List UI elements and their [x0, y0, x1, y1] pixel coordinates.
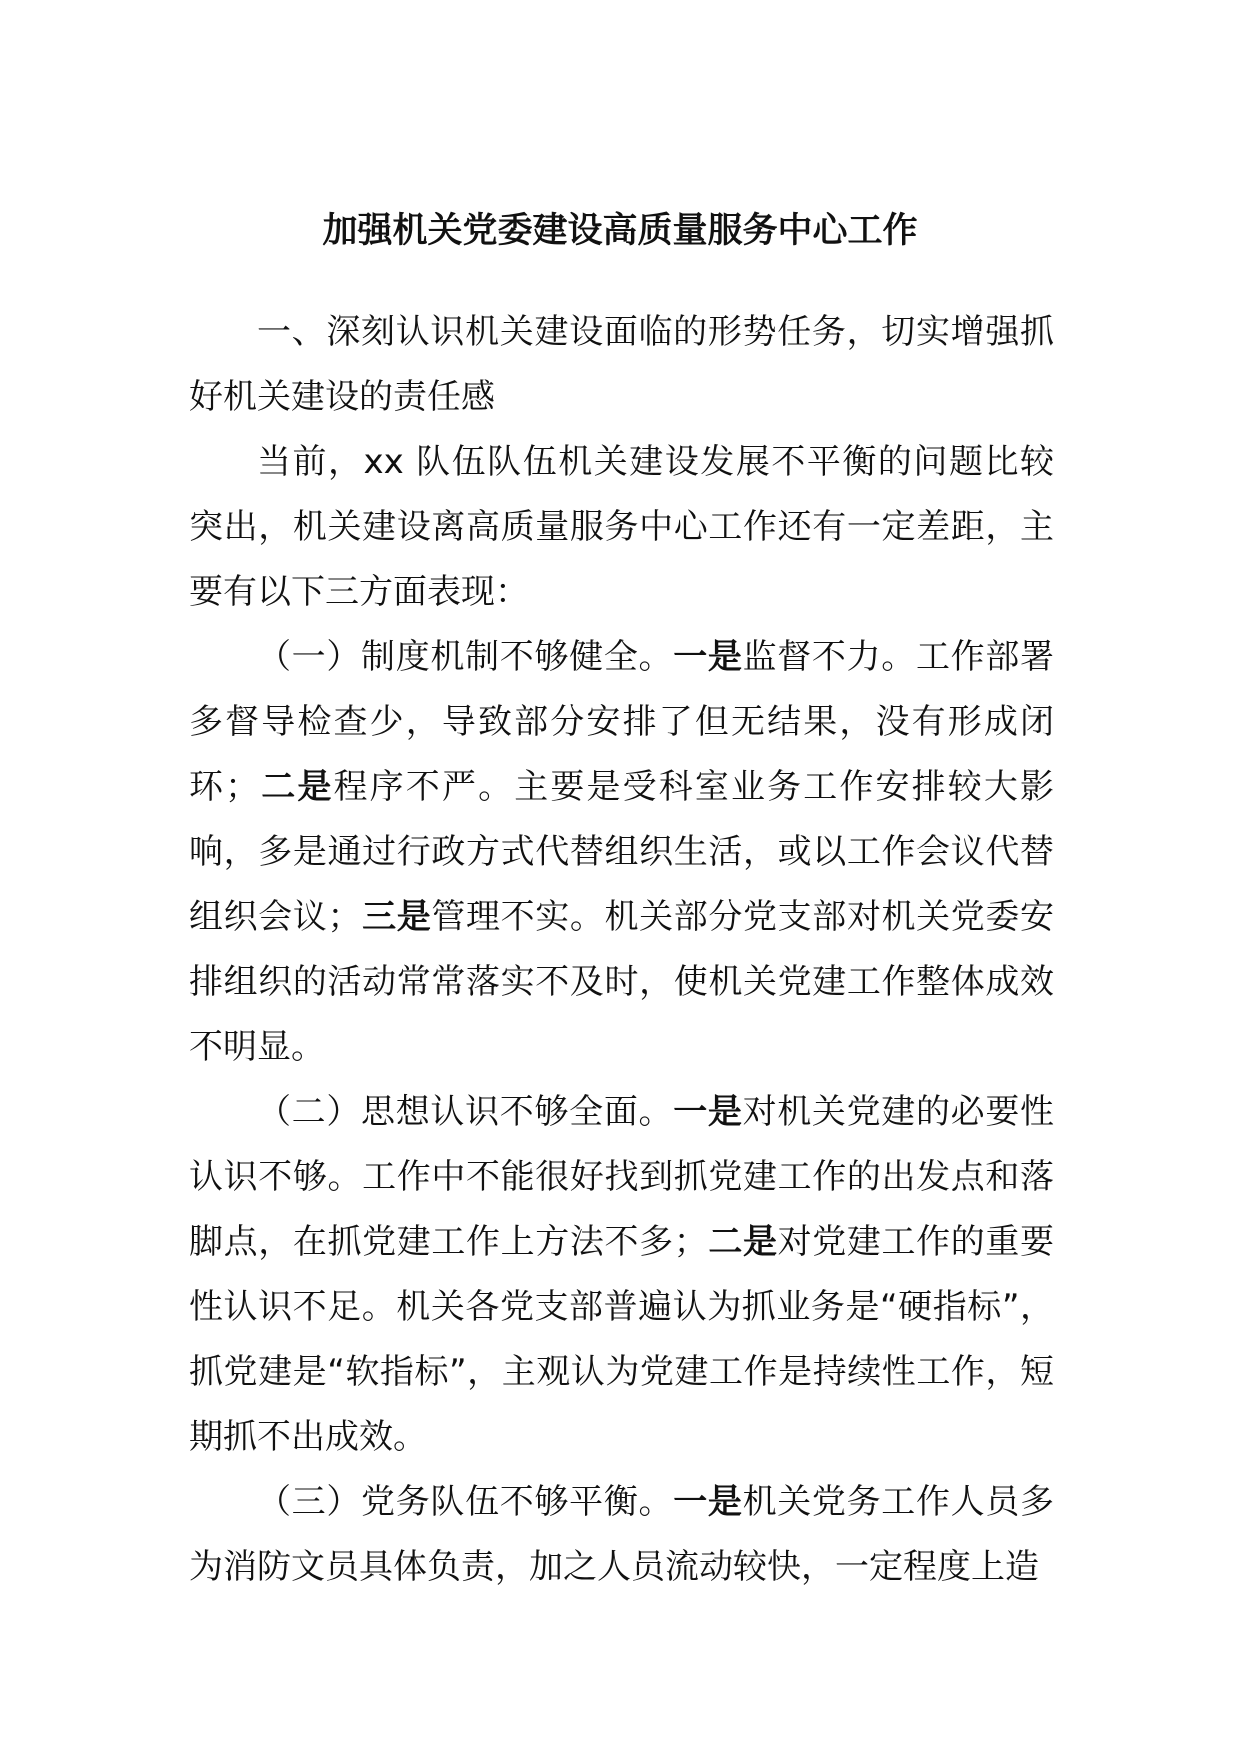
paragraph-text: 对党建工作的重要性认识不足。机关各党支部普遍认为抓业务是“硬指标”，抓党建是“软指标”，主观认为党建工作是持续性工作，短期抓不出成效。	[189, 1222, 1054, 1457]
paragraph-text: 程序不严。主要是受科室业务工作安排较大影响，多是通过行政方式代替组织生活，或以工作会议代替组织会议；	[189, 767, 1055, 937]
document-body	[189, 300, 1054, 1600]
paragraph-ideological-understanding	[189, 1080, 1054, 1470]
bold-marker: 一是	[673, 637, 743, 677]
section-heading: 一、深刻认识机关建设面临的形势任务，切实增强抓好机关建设的责任感	[189, 312, 1054, 417]
intro-paragraph: 当前，xx 队伍队伍机关建设发展不平衡的问题比较突出，机关建设离高质量服务中心工作还有一定差距，主要有以下三方面表现：	[189, 442, 1054, 612]
paragraph-text: 监督不力。工作部署多督导检查少，导致部分安排了但无结果，没有形成闭环；	[189, 637, 1055, 807]
bold-marker: 二是	[707, 1222, 778, 1262]
bold-marker: 三是	[361, 897, 432, 937]
paragraph-text: 机关党务工作人员多为消防文员具体负责，加之人员流动较快，一定程度上造	[189, 1482, 1055, 1587]
paragraph-lead: （三）党务队伍不够平衡。	[257, 1482, 674, 1522]
paragraph-text: 对机关党建的必要性认识不够。工作中不能很好找到抓党建工作的出发点和落脚点，在抓党建工作上方法不多；	[189, 1092, 1055, 1262]
paragraph-lead: （二）思想认识不够全面。	[257, 1092, 674, 1132]
paragraph-lead: （一）制度机制不够健全。	[257, 637, 674, 677]
bold-marker: 一是	[673, 1092, 743, 1132]
bold-marker: 一是	[673, 1482, 743, 1522]
paragraph-system-mechanism	[189, 625, 1054, 1080]
bold-marker: 二是	[259, 767, 334, 807]
document-title: 加强机关党委建设高质量服务中心工作	[322, 211, 918, 251]
paragraph-party-staff	[189, 1470, 1054, 1600]
paragraph-text: 管理不实。机关部分党支部对机关党委安排组织的活动常常落实不及时，使机关党建工作整体成效不明显。	[189, 897, 1054, 1067]
